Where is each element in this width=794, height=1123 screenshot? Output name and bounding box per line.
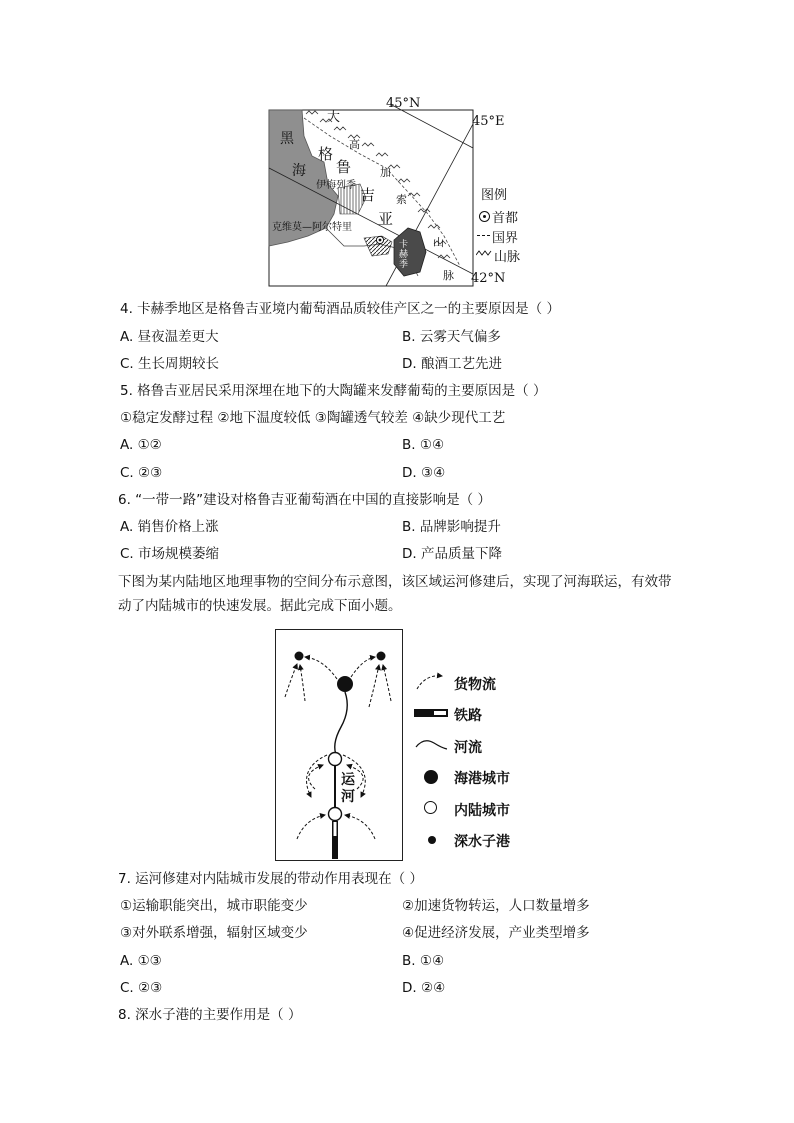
q6-option-d[interactable]: D. 产品质量下降 <box>402 546 502 562</box>
mountain-char-6: 脉 <box>443 269 454 282</box>
q7-option-c[interactable]: C. ②③ <box>120 980 163 996</box>
q5-stem: 5. 格鲁吉亚居民采用深埋在地下的大陶罐来发酵葡萄的主要原因是（ ） <box>120 383 547 399</box>
place-imereti: 伊梅列季 <box>316 180 356 191</box>
legend-seaport-icon <box>424 770 438 784</box>
q4-option-b[interactable]: B. 云雾天气偏多 <box>402 329 501 345</box>
canal-label-2: 河 <box>341 789 355 805</box>
canal-diagram <box>275 629 535 861</box>
q6-option-a[interactable]: A. 销售价格上涨 <box>120 519 219 535</box>
legend-capital-icon <box>479 211 490 222</box>
legend-cargo-flow-label: 货物流 <box>454 677 496 693</box>
legend-subport-icon <box>428 836 436 844</box>
place-kakheti: 卡赫季 <box>399 240 409 270</box>
place-kvemo-kartli: 克维莫—阿尔特里 <box>272 222 352 233</box>
country-char-3: 吉 <box>360 186 376 204</box>
q7-item-1: ①运输职能突出，城市职能变少 <box>120 898 308 914</box>
q7-option-a[interactable]: A. ①③ <box>120 953 162 969</box>
q5-option-a[interactable]: A. ①② <box>120 437 162 453</box>
q5-option-b[interactable]: B. ①④ <box>402 437 445 453</box>
legend-mountain-icon <box>476 249 492 257</box>
q6-option-c[interactable]: C. 市场规模萎缩 <box>120 546 220 562</box>
q5-items: ①稳定发酵过程 ②地下温度较低 ③陶罐透气较差 ④缺少现代工艺 <box>120 410 506 426</box>
q7-item-4: ④促进经济发展，产业类型增多 <box>402 925 590 941</box>
sea-label-1: 黑 <box>280 131 294 147</box>
mountain-char-5: 山 <box>433 236 444 249</box>
legend-border-label: 国界 <box>492 231 519 246</box>
q4-option-a[interactable]: A. 昼夜温差更大 <box>120 329 219 345</box>
legend-border-icon <box>477 235 490 236</box>
q7-stem: 7. 运河修建对内陆城市发展的带动作用表现在（ ） <box>118 871 423 887</box>
legend-title: 图例 <box>481 188 508 203</box>
map-lat-bottom-label: 42°N <box>471 271 506 286</box>
legend-capital-label: 首都 <box>492 211 519 226</box>
intro-paragraph: 下图为某内陆地区地理事物的空间分布示意图，该区域运河修建后，实现了河海联运，有效带动了内陆城市的快速发展。据此完成下面小题。 <box>118 574 672 614</box>
q4-option-c[interactable]: C. 生长周期较长 <box>120 356 220 372</box>
legend-railway-icon <box>414 708 448 718</box>
legend-mountain-label: 山脉 <box>494 250 521 265</box>
legend-railway-label: 铁路 <box>454 708 482 724</box>
map-lat-top-label: 45°N <box>386 96 421 111</box>
legend-subport-label: 深水子港 <box>454 834 510 850</box>
map-lon-right-label: 45°E <box>472 114 505 129</box>
q7-item-2: ②加速货物转运，人口数量增多 <box>402 898 590 914</box>
q5-option-c[interactable]: C. ②③ <box>120 465 163 481</box>
q7-option-b[interactable]: B. ①④ <box>402 953 445 969</box>
legend-inland-city-icon <box>424 801 437 814</box>
country-char-4: 亚 <box>378 210 394 228</box>
mountain-char-3: 加 <box>380 166 391 179</box>
q8-stem: 8. 深水子港的主要作用是（ ） <box>118 1007 302 1023</box>
q4-stem: 4. 卡赫季地区是格鲁吉亚境内葡萄酒品质较佳产区之一的主要原因是（ ） <box>120 301 560 317</box>
q6-stem: 6. “一带一路”建设对格鲁吉亚葡萄酒在中国的直接影响是（ ） <box>118 492 491 508</box>
mountain-char-1: 大 <box>327 110 341 125</box>
legend-inland-city-label: 内陆城市 <box>454 803 510 819</box>
q7-option-d[interactable]: D. ②④ <box>402 980 446 996</box>
legend-cargo-flow-icon <box>414 672 448 692</box>
country-char-2: 鲁 <box>336 158 352 176</box>
canal-label-1: 运 <box>341 772 355 788</box>
legend-seaport-label: 海港城市 <box>454 771 510 787</box>
legend-river-label: 河流 <box>454 740 482 756</box>
q5-option-d[interactable]: D. ③④ <box>402 465 446 481</box>
legend-river-icon <box>414 737 448 751</box>
mountain-char-4: 索 <box>396 193 407 206</box>
sea-label-2: 海 <box>292 163 306 179</box>
country-char-1: 格 <box>318 145 334 163</box>
mountain-char-2: 高 <box>349 138 360 151</box>
q7-item-3: ③对外联系增强，辐射区域变少 <box>120 925 308 941</box>
q4-option-d[interactable]: D. 酿酒工艺先进 <box>402 356 502 372</box>
q6-option-b[interactable]: B. 品牌影响提升 <box>402 519 501 535</box>
